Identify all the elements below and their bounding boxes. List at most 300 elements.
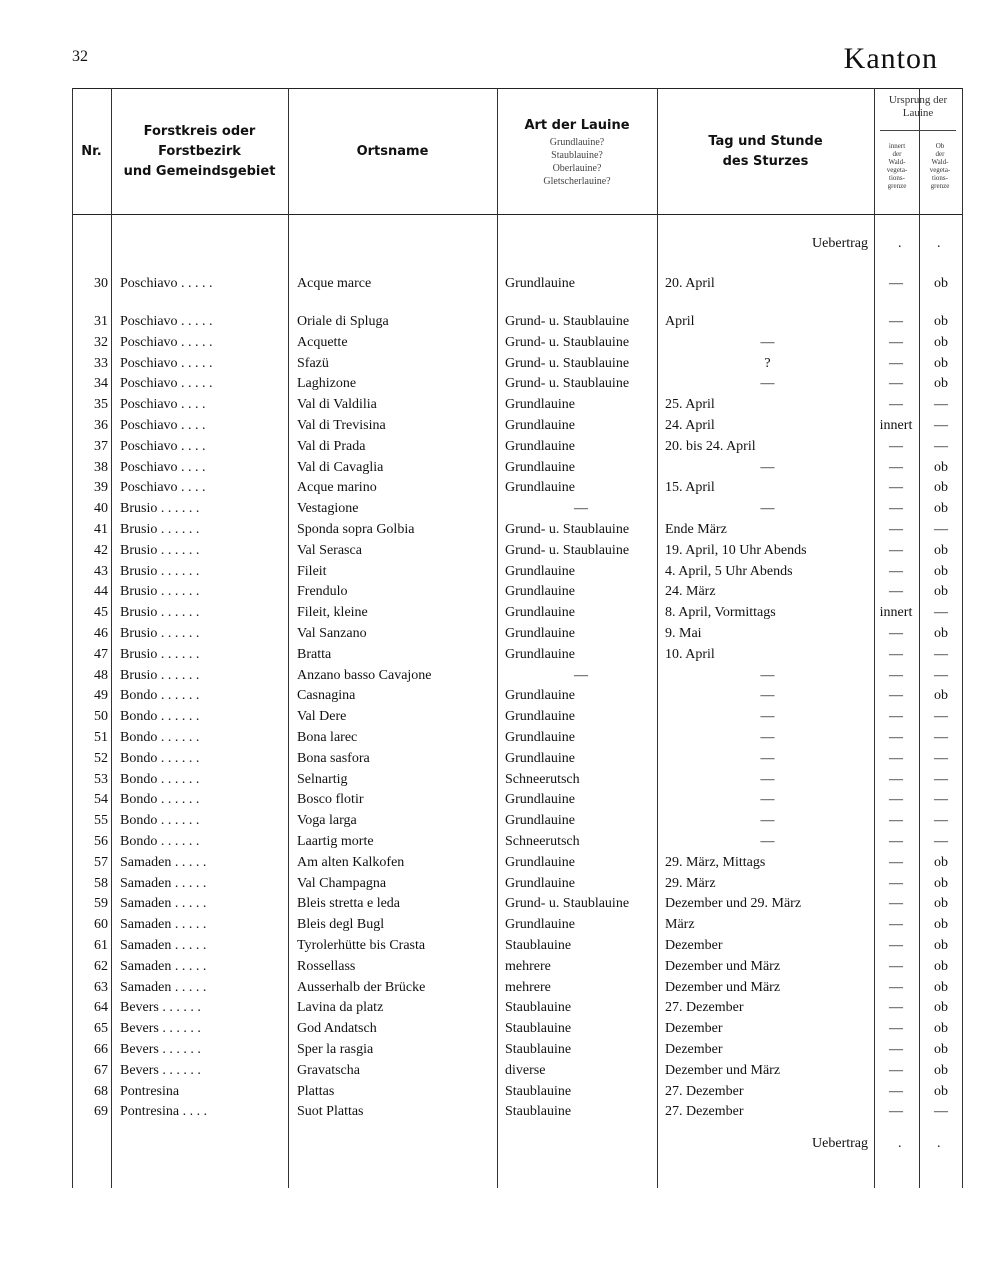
row-ortsname: Acque marce [297,276,372,291]
row-art: Schneerutsch [505,834,580,849]
row-ob: ob [934,875,948,891]
row-ortsname: Frendulo [297,584,348,600]
row-innert: — [889,480,903,496]
row-ortsname: Val Champagna [297,875,387,891]
row-tag: April [665,314,695,329]
row-forstkreis: Pontresina . . . . [120,1104,208,1120]
row-tag: — [760,459,775,475]
row-innert: — [889,397,903,413]
row-art: Grundlauine [505,438,575,454]
row-innert: — [889,563,903,579]
row-number: 53 [94,771,108,787]
row-number: 50 [94,709,108,725]
row-tag: Dezember und März [665,979,781,995]
row-number: 65 [94,1021,108,1037]
row-tag: — [760,813,775,829]
column-rule [111,88,112,1188]
row-forstkreis: Bevers . . . . . . [120,1062,201,1078]
row-innert: — [889,813,903,829]
row-ob: — [934,709,948,725]
row-art: Grundlauine [505,646,575,662]
row-innert: — [889,459,903,475]
row-tag: Dezember und März [665,1062,781,1078]
row-tag: 29. März [665,875,716,891]
row-ob: — [934,813,948,829]
row-forstkreis: Brusio . . . . . . [120,563,200,579]
header-art-sub: Gletscherlauine? [543,176,611,187]
header-ob-line: Ob [935,142,945,150]
row-art: Staublauine [505,1104,572,1120]
row-ortsname: Bosco flotir [297,792,364,808]
header-forstkreis-line: und Gemeindsgebiet [123,164,276,179]
row-ortsname: Rossellass [297,958,356,974]
row-art: mehrere [505,958,551,974]
row-tag: 27. Dezember [665,1000,744,1016]
row-forstkreis: Poschiavo . . . . . [120,276,213,291]
row-innert: — [889,314,903,329]
header-tag-line: Tag und Stunde [708,134,823,149]
row-forstkreis: Poschiavo . . . . . [120,314,213,329]
column-rule [497,88,498,1188]
row-art: Grundlauine [505,605,575,621]
row-ortsname: Val Serasca [297,542,362,558]
row-art: Grundlauine [505,792,575,808]
row-art: Grundlauine [505,813,575,829]
row-innert: innert [879,418,913,433]
row-ortsname: Laartig morte [297,834,374,849]
row-ortsname: Val di Valdilia [297,397,377,413]
header-art-sub: Grundlauine? [549,137,605,148]
header-innert-line: der [892,150,902,158]
row-ortsname: Gravatscha [297,1062,360,1078]
row-art: Staublauine [505,938,572,953]
table-top-rule [72,88,962,89]
row-forstkreis: Poschiavo . . . . [120,397,206,413]
row-tag: Dezember [665,1042,723,1057]
header-innert-line: tions- [889,174,905,182]
row-art: Grundlauine [505,917,575,933]
row-ortsname: Vestagione [297,501,359,517]
row-tag: 20. April [665,276,715,291]
row-number: 58 [94,875,108,891]
row-forstkreis: Samaden . . . . . [120,938,207,953]
row-ob: ob [934,501,948,517]
row-art: Staublauine [505,1021,572,1037]
row-forstkreis: Samaden . . . . . [120,958,207,974]
row-tag: 24. März [665,584,716,600]
row-innert: — [889,854,903,870]
row-ortsname: Val Dere [297,709,347,725]
uebertrag-top: Uebertrag [812,236,868,251]
row-ob: — [934,667,948,683]
row-art: Grundlauine [505,397,575,413]
row-forstkreis: Poschiavo . . . . . [120,355,213,371]
row-art: mehrere [505,979,551,995]
row-ob: ob [934,1021,948,1037]
row-ortsname: Bratta [297,646,332,662]
row-number: 34 [94,376,108,392]
row-innert: — [889,667,903,683]
row-ob: ob [934,1083,948,1099]
row-number: 48 [94,667,108,683]
row-innert: — [889,1042,903,1057]
row-tag: Dezember und März [665,958,781,974]
row-tag: 27. Dezember [665,1083,744,1099]
row-number: 51 [94,730,108,745]
row-ob: — [934,646,948,662]
row-innert: — [889,355,903,371]
row-art: Grundlauine [505,276,575,291]
row-art: Grundlauine [505,750,575,766]
row-ortsname: Casnagina [297,688,356,704]
row-forstkreis: Bondo . . . . . . [120,792,200,808]
row-forstkreis: Brusio . . . . . . [120,605,200,621]
row-ortsname: Bona larec [297,730,358,745]
row-art: Grund- u. Staublauine [505,376,630,392]
row-number: 31 [94,314,108,329]
row-art: Grundlauine [505,584,575,600]
header-ob-line: grenze [930,182,950,190]
row-forstkreis: Poschiavo . . . . . [120,334,213,350]
row-ortsname: Bleis degl Bugl [297,917,385,933]
row-innert: — [889,334,903,350]
row-ortsname: Tyrolerhütte bis Crasta [297,938,426,953]
header-bottom-rule [72,214,962,215]
header-innert-line: vegeta- [886,166,908,174]
row-ortsname: Val di Cavaglia [297,459,384,475]
row-tag: — [760,709,775,725]
row-number: 61 [94,938,108,953]
row-number: 37 [94,438,108,454]
row-number: 39 [94,480,108,496]
page-title: Kanton [843,42,938,75]
row-forstkreis: Bondo . . . . . . [120,730,200,745]
row-ob: ob [934,896,948,912]
row-number: 55 [94,813,108,829]
row-number: 33 [94,355,108,371]
row-forstkreis: Bondo . . . . . . [120,750,200,766]
row-ob: ob [934,958,948,974]
row-tag: — [760,792,775,808]
row-number: 67 [94,1062,108,1078]
row-number: 64 [94,1000,108,1016]
row-innert: — [889,542,903,558]
row-ob: ob [934,979,948,995]
row-ortsname: Ausserhalb der Brücke [297,979,426,995]
row-forstkreis: Samaden . . . . . [120,896,207,912]
row-tag: Dezember [665,938,723,953]
row-innert: — [889,750,903,766]
row-innert: — [889,584,903,600]
header-art-sub: Oberlauine? [552,163,602,174]
row-ob: ob [934,938,948,953]
row-forstkreis: Bevers . . . . . . [120,1000,201,1016]
row-ob: — [934,771,948,787]
row-tag: — [760,667,775,683]
header-innert-line: grenze [887,182,907,190]
row-ob: — [934,750,948,766]
row-art: Grundlauine [505,875,575,891]
row-art: Schneerutsch [505,771,580,787]
header-ob-line: der [935,150,945,158]
row-forstkreis: Brusio . . . . . . [120,667,200,683]
row-innert: — [889,792,903,808]
row-forstkreis: Brusio . . . . . . [120,584,200,600]
row-number: 30 [94,276,108,291]
row-innert: — [889,730,903,745]
row-ortsname: Bleis stretta e leda [297,896,401,912]
row-ob: ob [934,626,948,641]
uebertrag-top-ob: . [937,236,941,251]
row-art: diverse [505,1062,546,1078]
uebertrag-top-innert: . [898,236,902,251]
header-nr: Nr. [81,144,102,159]
row-ob: ob [934,542,948,558]
row-innert: — [889,1062,903,1078]
row-ob: ob [934,459,948,475]
row-ortsname: Fileit [297,563,327,579]
row-forstkreis: Brusio . . . . . . [120,646,200,662]
row-art: Staublauine [505,1083,572,1099]
row-art: Grund- u. Staublauine [505,314,630,329]
row-number: 40 [94,501,108,517]
row-tag: 15. April [665,480,715,496]
row-ob: — [934,397,948,413]
header-tag [657,90,874,214]
row-innert: — [889,1021,903,1037]
row-tag: 4. April, 5 Uhr Abends [665,563,793,579]
row-ortsname: Voga larga [297,813,357,829]
row-ob: — [934,792,948,808]
row-number: 42 [94,542,108,558]
row-tag: — [760,501,775,517]
row-ortsname: Val Sanzano [297,626,367,641]
row-ob: — [934,418,948,433]
header-ob-line: Wald- [931,158,949,166]
row-forstkreis: Bondo . . . . . . [120,813,200,829]
row-forstkreis: Poschiavo . . . . [120,438,206,454]
row-tag: ? [764,355,771,371]
row-tag: Dezember [665,1021,723,1037]
row-art: Grund- u. Staublauine [505,522,630,537]
row-ortsname: Acque marino [297,480,377,496]
row-ortsname: Oriale di Spluga [297,314,389,329]
row-ortsname: Acquette [297,334,348,350]
row-forstkreis: Poschiavo . . . . [120,480,206,496]
header-art [497,90,657,214]
uebertrag-bottom-innert: . [898,1136,902,1151]
row-number: 69 [94,1104,108,1120]
row-number: 38 [94,459,108,475]
header-innert-line: Wald- [888,158,906,166]
row-innert: — [889,917,903,933]
uebertrag-bottom-ob: . [937,1136,941,1151]
row-number: 66 [94,1042,108,1057]
row-ob: ob [934,314,948,329]
row-forstkreis: Bondo . . . . . . [120,771,200,787]
row-innert: — [889,834,903,849]
row-ob: ob [934,355,948,371]
row-forstkreis: Bevers . . . . . . [120,1042,201,1057]
row-ortsname: God Andatsch [297,1021,377,1037]
row-tag: — [760,688,775,704]
row-ortsname: Laghizone [297,376,357,392]
row-ortsname: Sper la rasgia [297,1042,374,1057]
row-forstkreis: Samaden . . . . . [120,979,207,995]
row-ob: — [934,605,948,621]
column-rule [288,88,289,1188]
header-art-title: Art der Lauine [524,118,630,133]
row-art: Grundlauine [505,730,575,745]
row-tag: März [665,917,695,933]
row-number: 63 [94,979,108,995]
row-ob: ob [934,1000,948,1016]
header-ortsname: Ortsname [356,144,429,159]
header-ursprung-line: Ursprung der [888,94,948,106]
row-art: — [574,501,588,517]
row-ortsname: Lavina da platz [297,1000,384,1016]
header-forstkreis-line: Forstkreis oder [143,124,256,139]
row-ob: ob [934,854,948,870]
row-art: Grundlauine [505,709,575,725]
header-ob [920,142,960,190]
row-forstkreis: Poschiavo . . . . . [120,376,213,392]
row-number: 44 [94,584,108,600]
row-art: Grundlauine [505,459,575,475]
row-tag: Ende März [665,522,727,537]
row-tag: — [760,334,775,350]
page-number: 32 [72,48,88,65]
header-ursprung-line: Lauine [902,107,934,119]
row-innert: — [889,709,903,725]
row-number: 32 [94,334,108,350]
row-tag: 27. Dezember [665,1104,744,1120]
row-number: 36 [94,418,108,433]
row-number: 56 [94,834,108,849]
row-tag: — [760,750,775,766]
row-forstkreis: Samaden . . . . . [120,875,207,891]
row-tag: — [760,834,775,849]
row-number: 35 [94,397,108,413]
header-innert [876,142,918,190]
row-ortsname: Plattas [297,1083,335,1099]
header-forstkreis-line: Forstbezirk [158,144,241,159]
row-innert: — [889,1000,903,1016]
row-ob: — [934,1104,948,1120]
row-tag: 10. April [665,646,715,662]
row-tag: 24. April [665,418,715,433]
row-innert: — [889,875,903,891]
row-forstkreis: Bondo . . . . . . [120,834,200,849]
row-ob: — [934,834,948,849]
row-innert: — [889,1083,903,1099]
row-tag: 8. April, Vormittags [665,605,776,621]
row-innert: — [889,771,903,787]
row-ob: ob [934,276,948,291]
row-ob: — [934,438,948,454]
uebertrag-bottom: Uebertrag [812,1136,868,1151]
row-ob: ob [934,376,948,392]
row-forstkreis: Bondo . . . . . . [120,688,200,704]
row-innert: — [889,501,903,517]
header-innert-line: innert [888,142,906,150]
row-ob: ob [934,917,948,933]
row-art: Staublauine [505,1042,572,1057]
row-tag: 9. Mai [665,626,702,641]
row-ortsname: Sfazü [297,355,329,371]
row-innert: — [889,958,903,974]
row-ortsname: Suot Plattas [297,1104,364,1120]
row-ob: ob [934,563,948,579]
row-art: Grund- u. Staublauine [505,896,630,912]
row-forstkreis: Bondo . . . . . . [120,709,200,725]
row-ortsname: Anzano basso Cavajone [297,667,432,683]
row-innert: — [889,276,903,291]
row-ortsname: Val di Trevisina [297,418,386,433]
row-number: 54 [94,792,108,808]
row-ortsname: Bona sasfora [297,750,370,766]
row-ortsname: Fileit, kleine [297,605,368,621]
row-number: 62 [94,958,108,974]
header-art-sub: Staublauine? [551,150,603,161]
row-art: Grund- u. Staublauine [505,334,630,350]
row-innert: — [889,938,903,953]
header-ob-line: vegeta- [929,166,951,174]
row-innert: — [889,522,903,537]
row-ob: ob [934,584,948,600]
row-tag: 29. März, Mittags [665,854,766,870]
row-ob: — [934,522,948,537]
row-innert: — [889,688,903,704]
row-ob: ob [934,688,948,704]
row-tag: — [760,376,775,392]
row-innert: — [889,376,903,392]
row-forstkreis: Pontresina [120,1083,180,1099]
row-innert: innert [879,605,913,621]
row-forstkreis: Brusio . . . . . . [120,501,200,517]
row-number: 46 [94,626,108,641]
row-number: 49 [94,688,108,704]
row-art: Grund- u. Staublauine [505,355,630,371]
ursprung-rule [880,130,956,131]
row-tag: — [760,771,775,787]
row-number: 68 [94,1083,108,1099]
row-forstkreis: Bevers . . . . . . [120,1021,201,1037]
row-innert: — [889,979,903,995]
row-art: Grundlauine [505,626,575,641]
header-tag-line: des Sturzes [722,154,809,169]
row-tag: — [760,730,775,745]
row-forstkreis: Brusio . . . . . . [120,542,200,558]
column-rule [962,88,963,1188]
row-ob: ob [934,1062,948,1078]
row-tag: 25. April [665,397,715,413]
row-forstkreis: Samaden . . . . . [120,917,207,933]
row-art: Grundlauine [505,688,575,704]
row-art: Grundlauine [505,480,575,496]
row-number: 45 [94,605,108,621]
row-innert: — [889,1104,903,1120]
row-innert: — [889,896,903,912]
row-tag: 20. bis 24. April [665,438,756,454]
row-tag: Dezember und 29. März [665,896,802,912]
header-forstkreis [111,90,288,214]
row-tag: 19. April, 10 Uhr Abends [665,542,807,558]
row-art: Grund- u. Staublauine [505,542,630,558]
column-rule [657,88,658,1188]
row-number: 60 [94,917,108,933]
row-forstkreis: Samaden . . . . . [120,854,207,870]
